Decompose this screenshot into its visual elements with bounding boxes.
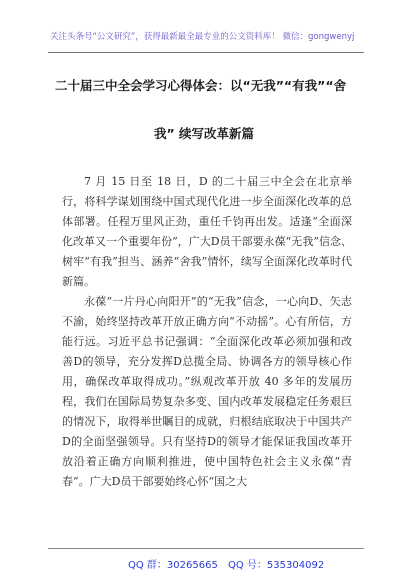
page-header (0, 0, 408, 62)
footer-divider (48, 548, 364, 549)
document-title-line-2: 我” 续写改革新篇 (153, 126, 255, 141)
document-title-line-1: 二十届三中全会学习心得体会：以“无我”“有我”“舍 (55, 78, 347, 93)
page-footer (0, 548, 408, 580)
body-paragraph-1: 7 月 15 日至 18 日，D 的二十届三中全会在北京举行，将科学谋划围绕中国式现代化进一步全面深化改革的总体部署。任程万里风正劲，重任千钧再出发。适逢“全面深化改革又一个重要年份”，广大D员干部要永葆“无我”信念、树牢“有我”担当、涵养“舍我”情怀，续写全面深化改革时代新篇。 (62, 175, 352, 288)
header-promo-note: 关注头条号“公文研究”，获得最新最全最专业的公文资料库！ 微信：gongwenyj (50, 32, 355, 42)
document-body (62, 172, 352, 492)
footer-qq-group: QQ 群：30265665 (128, 560, 218, 571)
body-paragraph-2: 永葆“一片丹心向阳开”的“无我”信念，一心向D、矢志不渝，始终坚持改革开放正确方向“不动摇”。心有所信，方能行远。习近平总书记强调：“全面深化改革必须加强和改善D的领导，充分发挥D总揽全局、协调各方的领导核心作用，确保改革取得成功。”纵观改革开放 40 多年的发展历程，我们在国际局势复杂多变、国内改革发展稳定任务艰巨的情况下，取得举世瞩目的成就，归根结底取决于中国共产D的全面坚强领导。只有坚持D的领导才能保证我国改革开放沿着正确方向顺利推进，使中国特色社会主义永葆“青春”。广大D员干部要始终心怀“国之大 (62, 295, 352, 488)
footer-qq-number: QQ 号：535304092 (228, 560, 325, 571)
header-divider (48, 52, 364, 53)
